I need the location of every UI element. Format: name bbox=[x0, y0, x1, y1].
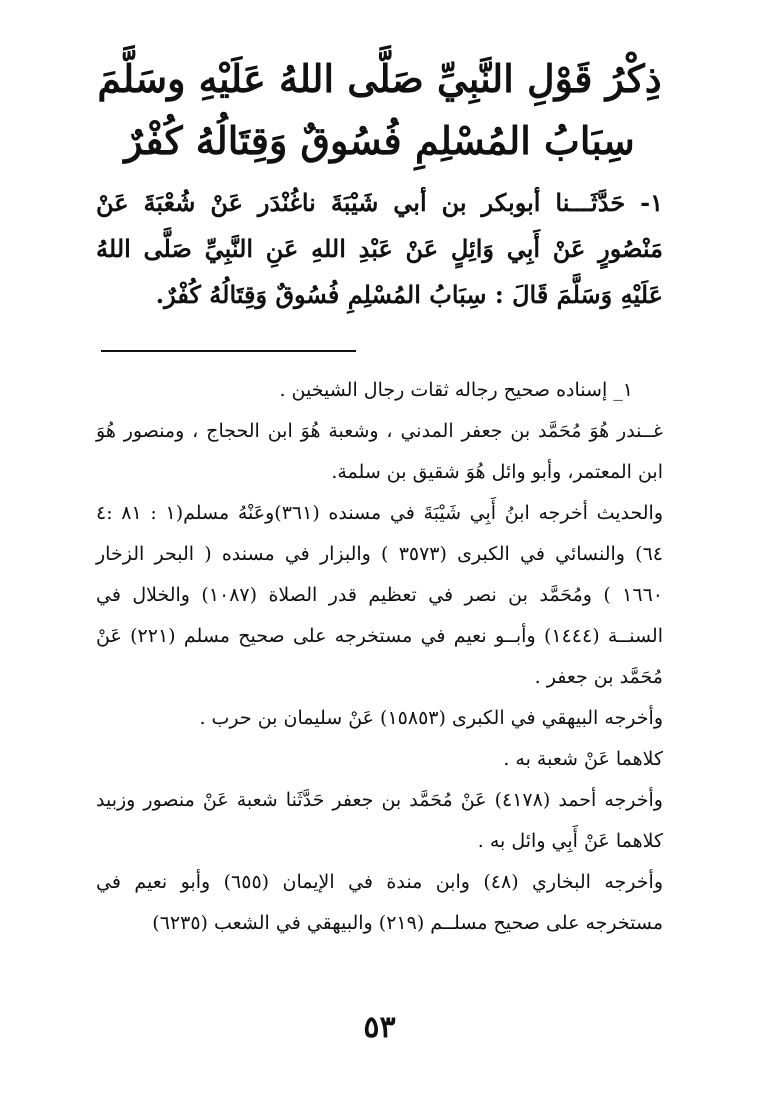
footnote-separator bbox=[101, 350, 356, 352]
footnote-ahmad: وأخرجه أحمد (٤١٧٨) عَنْ مُحَمَّد بن جعفر حَدَّثَنا شعبة عَنْ منصور وزبيد كلاهما عَنْ أَبِي وائل به . bbox=[96, 789, 663, 852]
footnotes bbox=[96, 370, 663, 944]
footnote-grade: ١_ إسناده صحيح رجاله ثقات رجال الشيخين . bbox=[279, 379, 633, 401]
footnote-separator-wrap bbox=[96, 350, 663, 352]
chapter-title: ذِكْرُ قَوْلِ النَّبِيِّ صَلَّى اللهُ عَلَيْهِ وسَلَّمَ bbox=[97, 56, 662, 101]
footnote-bukhari: وأخرجه البخاري (٤٨) وابن مندة في الإيمان (٦٥٥) وأبو نعيم في مستخرجه على صحيح مسلــم (٢١٩) والبيهقي في الشعب (٦٢٣٥) bbox=[96, 871, 663, 934]
chapter-subtitle: سِبَابُ المُسْلِمِ فُسُوقٌ وَقِتَالُهُ كُفْرٌ bbox=[124, 118, 635, 163]
page-number: ٥٣ bbox=[363, 1010, 396, 1045]
footnote-bayhaqi: وأخرجه البيهقي في الكبرى (١٥٨٥٣) عَنْ سليمان بن حرب . bbox=[199, 707, 663, 729]
hadith-text: ١- حَدَّثَـــنا أبوبكر بن أبي شَيْبَةَ ناغُنْدَر عَنْ شُعْبَةَ عَنْ مَنْصُورٍ عَنْ أَبِي وَائِلٍ عَنْ عَبْدِ اللهِ عَنِ النَّبِيِّ صَلَّى اللهُ عَلَيْهِ وَسَلَّمَ قَالَ : سِبَابُ المُسْلِمِ فُسُوقٌ وَقِتَالُهُ كُفْرٌ. bbox=[96, 188, 663, 309]
footnote-narrators: غــندر هُوَ مُحَمَّد بن جعفر المدني ، وشعبة هُوَ ابن الحجاج ، ومنصور هُوَ ابن المعتمر، وأبو وائل هُوَ شقيق بن سلمة. bbox=[96, 420, 663, 483]
footnote-both-shuba: كلاهما عَنْ شعبة به . bbox=[503, 748, 663, 770]
footnote-takhrij: والحديث أخرجه ابنُ أَبِي شَيْبَةَ في مسنده (٣٦١)وعَنْهُ مسلم(١ : ٨١ :٤ ٦٤) والنسائي في الكبرى (٣٥٧٣ ) والبزار في مسنده ( البحر الزخار ١٦٦٠ ) ومُحَمَّد بن نصر في تعظيم قدر الصلاة (١٠٨٧) والخلال في السنــة (١٤٤٤) وأبــو نعيم في مستخرجه على صحيح مسلم (٢٢١) عَنْ مُحَمَّد بن جعفر . bbox=[96, 502, 663, 688]
